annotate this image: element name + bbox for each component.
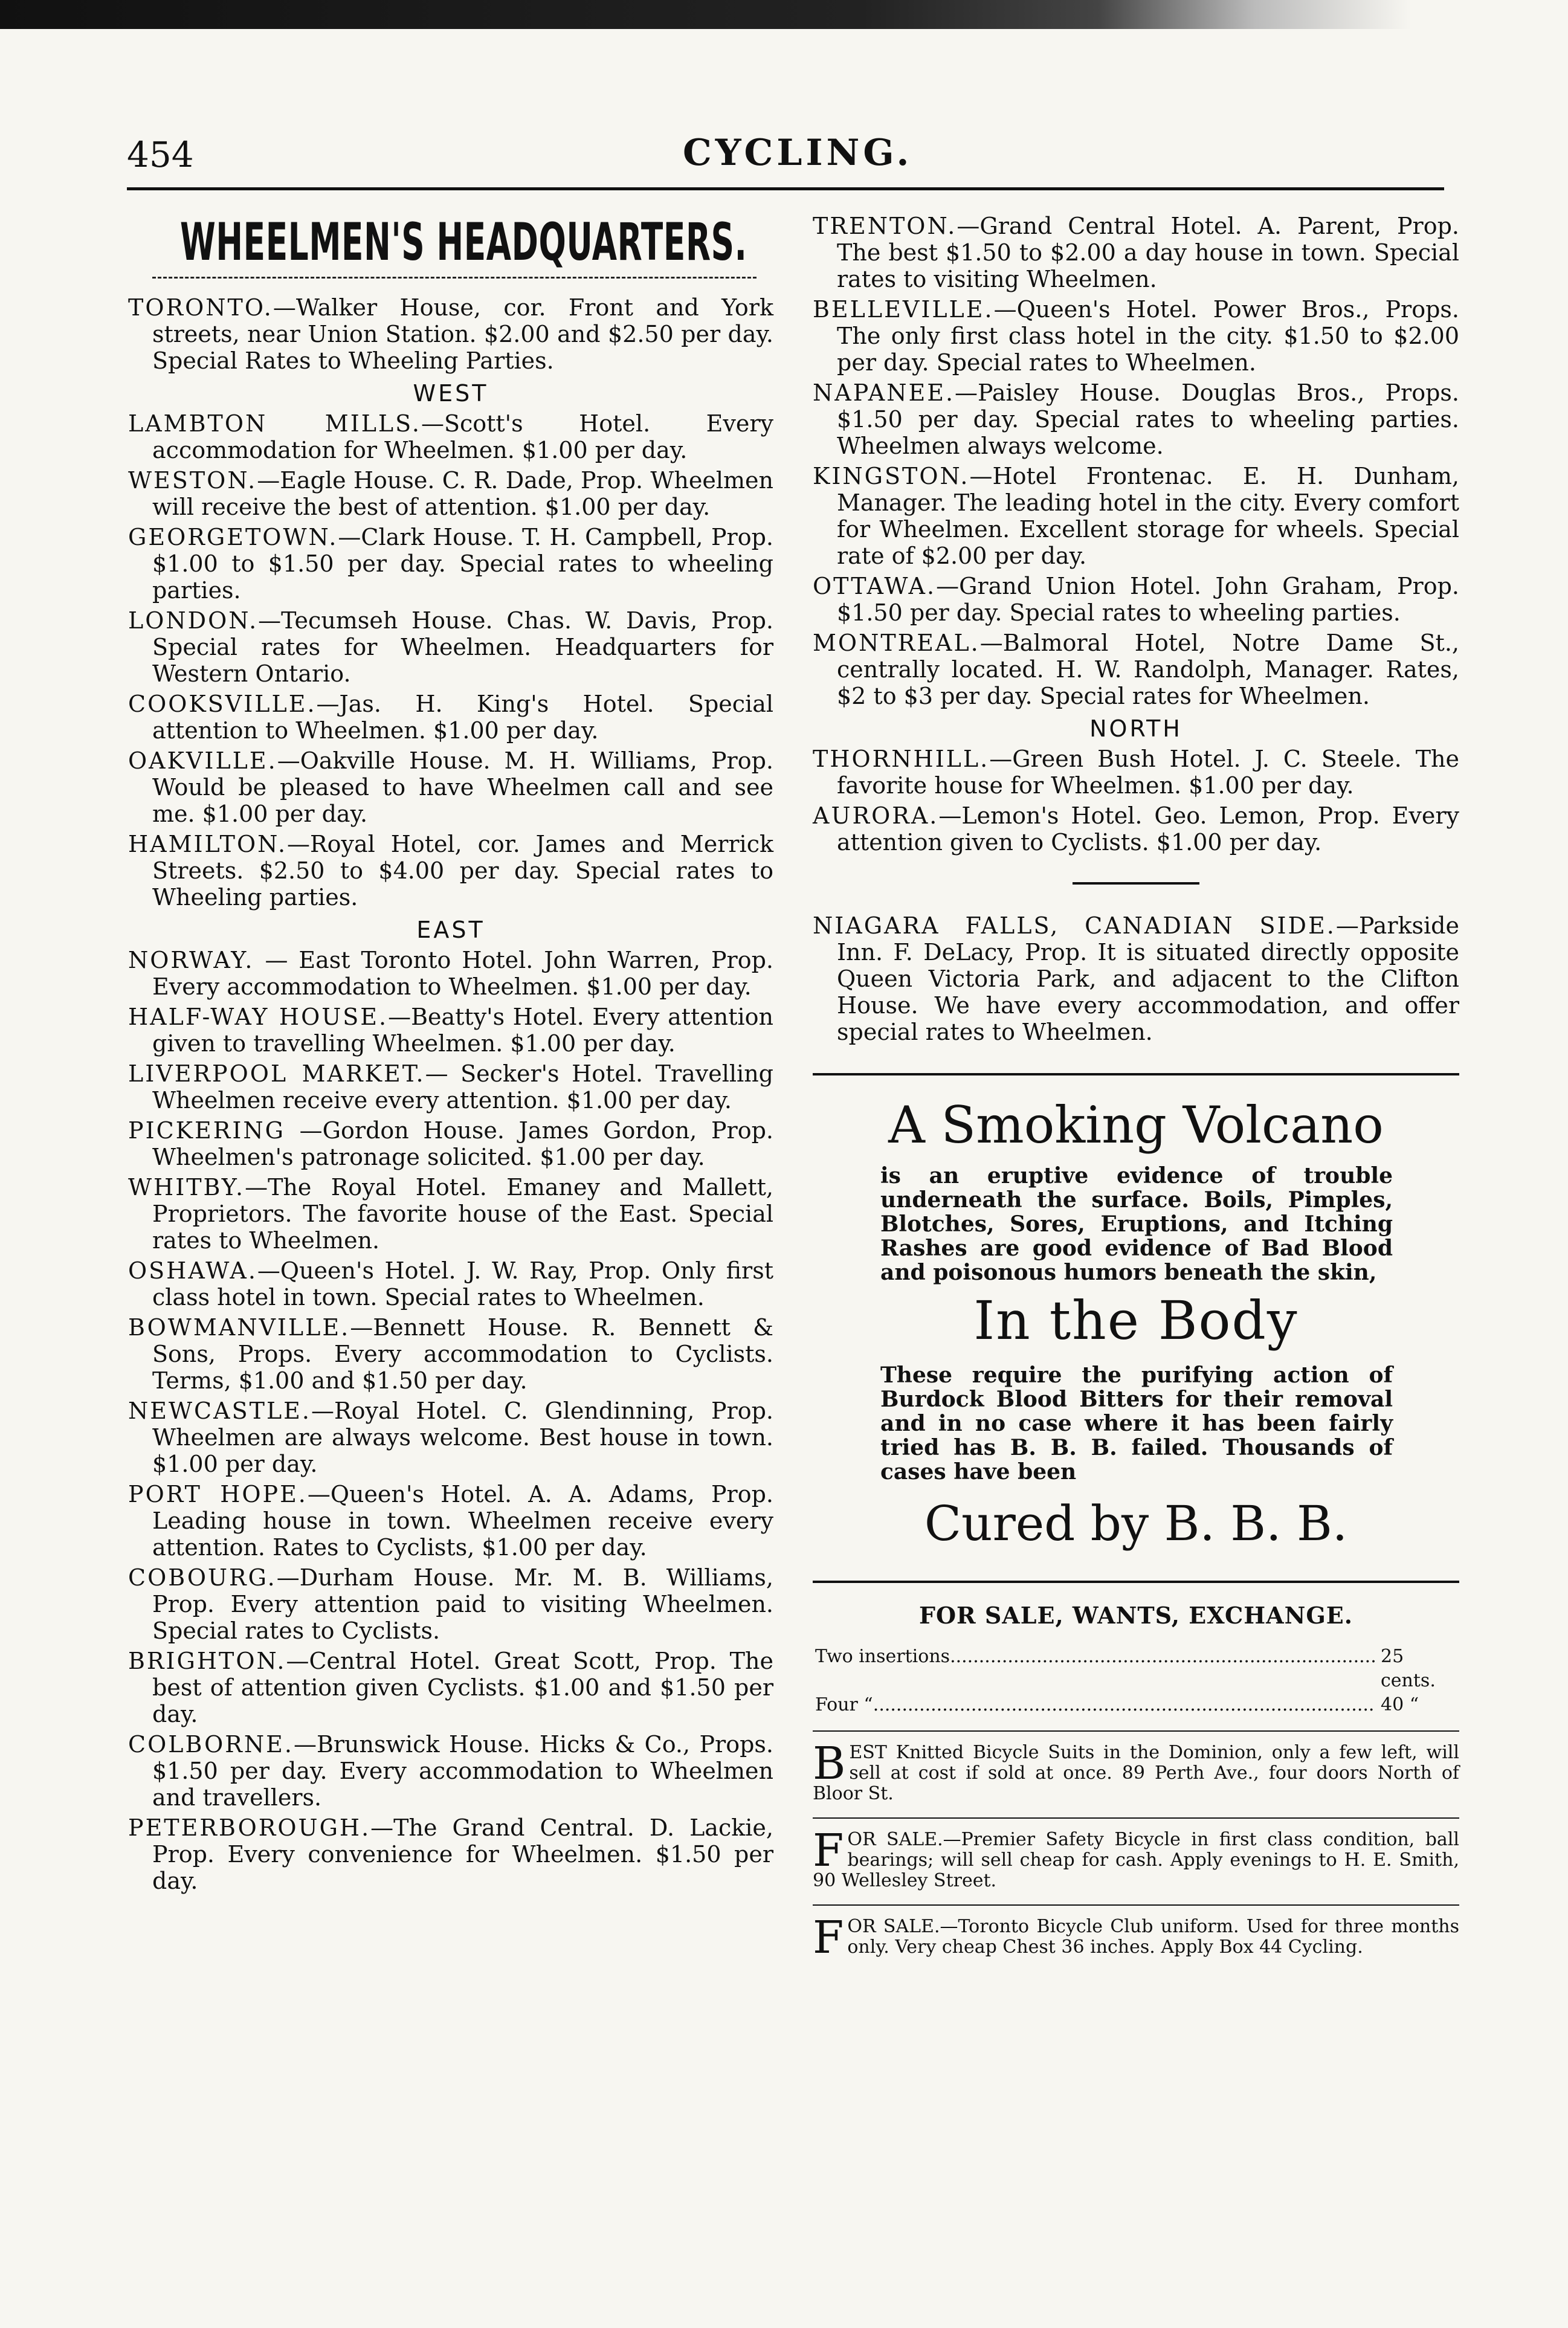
listing-entry <box>128 524 773 604</box>
left-column <box>128 213 773 1898</box>
listing-text: —Royal Hotel, cor. James and Merrick Streets. $2.50 to $4.00 per day. Special rates to Wheeling parties. <box>152 831 773 911</box>
advertisement <box>813 1095 1459 1553</box>
listing-place: HALF-WAY HOUSE. <box>128 1004 389 1030</box>
listing-place: OTTAWA. <box>813 573 937 599</box>
listing-place: LONDON. <box>128 607 259 634</box>
running-title: CYCLING. <box>683 132 913 174</box>
listing-text: —Walker House, cor. Front and York streets, near Union Station. $2.00 and $2.50 per day. Special Rates to Wheeling Parties. <box>152 294 773 374</box>
page-number: 454 <box>127 134 194 175</box>
header-rule <box>127 187 1444 190</box>
listing-text: —The Royal Hotel. Emaney and Mallett, Proprietors. The favorite house of the East. Special rates to Wheelmen. <box>152 1174 773 1254</box>
listing-text: —Central Hotel. Great Scott, Prop. The best of attention given Cyclists. $1.00 and $1.50 per day. <box>152 1648 773 1727</box>
listing-entry <box>813 463 1459 569</box>
listing-place: BELLEVILLE. <box>813 296 994 323</box>
listing-place: KINGSTON. <box>813 463 970 489</box>
right-column <box>813 213 1459 1964</box>
listing-entry <box>128 467 773 520</box>
listing-entry <box>128 1117 773 1170</box>
listing-text: —Queen's Hotel. A. A. Adams, Prop. Leading house in town. Wheelmen receive every attention. Rates to Cyclists, $1.00 per day. <box>152 1481 773 1561</box>
listing-text: —Jas. H. King's Hotel. Special attention to Wheelmen. $1.00 per day. <box>152 691 773 744</box>
listing-place: LAMBTON MILLS. <box>128 410 421 437</box>
listing-place: GEORGETOWN. <box>128 524 338 550</box>
rate-row <box>813 1645 1459 1693</box>
listing-text: —Oakville House. M. H. Williams, Prop. Would be pleased to have Wheelmen call and see me. $1.00 per day. <box>152 747 773 827</box>
listing-text: —Beatty's Hotel. Every attention given to travelling Wheelmen. $1.00 per day. <box>152 1004 773 1057</box>
listing-place: MONTREAL. <box>813 630 980 656</box>
scan-edge-band <box>0 0 1568 29</box>
section-divider <box>1073 882 1199 885</box>
listing-place: COOKSVILLE. <box>128 691 317 717</box>
listing-entry <box>128 1481 773 1561</box>
listing-text: —Durham House. Mr. M. B. Williams, Prop. Every attention paid to visiting Wheelmen. Special rates to Cyclists. <box>152 1564 773 1644</box>
listing-text: —Tecumseh House. Chas. W. Davis, Prop. Special rates for Wheelmen. Headquarters for Western Ontario. <box>152 607 773 687</box>
classified-divider <box>813 1817 1459 1819</box>
listing-place: NORWAY. <box>128 947 254 973</box>
listing-place: HAMILTON. <box>128 831 288 857</box>
listing-entry <box>813 802 1459 856</box>
listing-entry <box>128 1731 773 1811</box>
listing-text: —Gordon House. James Gordon, Prop. Wheelmen's patronage solicited. $1.00 per day. <box>152 1117 773 1170</box>
listing-place: THORNHILL. <box>813 746 990 772</box>
masthead-divider <box>152 277 757 279</box>
listing-entry <box>813 746 1459 799</box>
classifieds-title: FOR SALE, WANTS, EXCHANGE. <box>918 1602 1353 1629</box>
listing-place: AURORA. <box>813 802 939 829</box>
listing-place: COBOURG. <box>128 1564 277 1591</box>
listing-entry <box>128 410 773 463</box>
ad-subheadline: In the Body <box>973 1289 1299 1352</box>
listing-place: WHITBY. <box>128 1174 245 1201</box>
listing-text: —Hotel Frontenac. E. H. Dunham, Manager. The leading hotel in the city. Every comfort for Wheelmen. Excellent storage for wheels. Special rate of $2.00 per day. <box>837 463 1459 569</box>
listing-place: PICKERING <box>128 1117 286 1144</box>
north-listings <box>813 746 1459 856</box>
rate-unit: “ <box>1409 1694 1419 1715</box>
rate-value <box>1376 1645 1459 1693</box>
section-heading-west: WEST <box>413 380 489 407</box>
listing-text: —Queen's Hotel. Power Bros., Props. The only first class hotel in the city. $1.50 to $2.00 per day. Special rates to Wheelmen. <box>837 296 1459 376</box>
listing-entry <box>128 1314 773 1394</box>
listing-place: OSHAWA. <box>128 1257 257 1284</box>
listing-entry <box>813 630 1459 709</box>
listing-place: BOWMANVILLE. <box>128 1314 350 1341</box>
listing-entry <box>128 1060 773 1114</box>
listing-text: —Grand Central Hotel. A. Parent, Prop. The best $1.50 to $2.00 a day house in town. Special rates to visiting Wheelmen. <box>837 213 1459 292</box>
classified-item <box>813 1738 1459 1804</box>
ad-body: is an eruptive evidence of trouble underneath the surface. Boils, Pimples, Blotches, Sores, Eruptions, and Itching Rashes are good evidence of Bad Blood and poisonous humors beneath the skin, <box>880 1163 1393 1285</box>
listing-entry <box>128 1564 773 1644</box>
listing-text: —Parkside Inn. F. DeLacy, Prop. It is situated directly opposite Queen Victoria Park, and adjacent to the Clifton House. We have every accommodation, and offer special rates to Wheelmen. <box>837 912 1459 1045</box>
west-listings <box>128 410 773 911</box>
listing-text: —The Grand Central. D. Lackie, Prop. Every convenience for Wheelmen. $1.50 per day. <box>152 1814 773 1894</box>
section-heading-north: NORTH <box>1089 715 1182 742</box>
listing-place: PETERBOROUGH. <box>128 1814 371 1841</box>
rate-label: Two insertions <box>815 1646 950 1667</box>
section-heading-east: EAST <box>416 917 485 943</box>
rate-amount: 40 <box>1381 1694 1404 1715</box>
classified-item <box>813 1912 1459 1964</box>
listing-text: — Secker's Hotel. Travelling Wheelmen receive every attention. $1.00 per day. <box>152 1060 773 1114</box>
classified-divider <box>813 1904 1459 1906</box>
drop-cap: F <box>813 1912 844 1964</box>
listing-text: —Clark House. T. H. Campbell, Prop. $1.00 to $1.50 per day. Special rates to wheeling parties. <box>152 524 773 604</box>
listing-place: OAKVILLE. <box>128 747 277 774</box>
drop-cap: B <box>813 1738 846 1790</box>
listing-entry <box>813 379 1459 459</box>
ad-body: These require the purifying action of Burdock Blood Bitters for their removal and in no case where it has been fairly tried has B. B. B. failed. Thousands of cases have been <box>880 1362 1393 1485</box>
listing-text: —Paisley House. Douglas Bros., Props. $1.50 per day. Special rates to wheeling parties. Wheelmen always welcome. <box>837 379 1459 459</box>
leader-dots <box>873 1693 1376 1717</box>
listing-entry <box>813 573 1459 626</box>
rate-amount: 25 <box>1381 1646 1404 1667</box>
listing-text: —Eagle House. C. R. Dade, Prop. Wheelmen will receive the best of attention. $1.00 per day. <box>152 467 773 520</box>
drop-cap: F <box>813 1825 844 1877</box>
listing-entry <box>813 912 1459 1045</box>
classified-item <box>813 1825 1459 1891</box>
listing-place: PORT HOPE. <box>128 1481 308 1507</box>
rate-row <box>813 1693 1459 1717</box>
listing-text: —Balmoral Hotel, Notre Dame St., centrally located. H. W. Randolph, Manager. Rates, $2 to $3 per day. Special rates for Wheelmen. <box>837 630 1459 709</box>
classified-text: OR SALE.—Premier Safety Bicycle in first class condition, ball bearings; will sell cheap for cash. Apply evenings to H. E. Smith, 90 Wellesley Street. <box>813 1829 1459 1891</box>
listing-text: —Bennett House. R. Bennett & Sons, Props. Every accommodation to Cyclists. Terms, $1.00 and $1.50 per day. <box>152 1314 773 1394</box>
listing-place: TRENTON. <box>813 213 957 239</box>
listing-entry <box>128 947 773 1000</box>
listing-place: LIVERPOOL MARKET. <box>128 1060 425 1087</box>
classifieds-divider <box>813 1581 1459 1583</box>
classified-divider <box>813 1730 1459 1732</box>
listing-entry <box>128 607 773 687</box>
ad-divider <box>813 1073 1459 1075</box>
ad-headline: A Smoking Volcano <box>888 1095 1384 1155</box>
listing-place: TORONTO. <box>128 294 273 321</box>
east-listings-continued <box>813 213 1459 709</box>
listing-text: —Green Bush Hotel. J. C. Steele. The favorite house for Wheelmen. $1.00 per day. <box>837 746 1459 799</box>
listing-entry <box>128 294 773 374</box>
listing-entry <box>128 1004 773 1057</box>
ad-tagline: Cured by B. B. B. <box>924 1495 1348 1552</box>
rate-label: Four “ <box>815 1694 873 1715</box>
classified-text: EST Knitted Bicycle Suits in the Dominion, only a few left, will sell at cost if sold at once. 89 Perth Ave., four doors North of Bloor St. <box>813 1742 1459 1804</box>
masthead: WHEELMEN'S HEADQUARTERS. <box>180 212 747 272</box>
listing-entry <box>128 1174 773 1254</box>
listing-place: BRIGHTON. <box>128 1648 286 1674</box>
listing-text: —Lemon's Hotel. Geo. Lemon, Prop. Every attention given to Cyclists. $1.00 per day. <box>837 802 1459 856</box>
listing-place: NAPANEE. <box>813 379 955 406</box>
rate-unit: cents. <box>1381 1670 1436 1691</box>
listing-text: — East Toronto Hotel. John Warren, Prop. Every accommodation to Wheelmen. $1.00 per day. <box>152 947 773 1000</box>
listing-text: —Brunswick House. Hicks & Co., Props. $1.50 per day. Every accommodation to Wheelmen and travellers. <box>152 1731 773 1811</box>
listing-entry <box>128 1814 773 1894</box>
listing-text: —Queen's Hotel. J. W. Ray, Prop. Only first class hotel in town. Special rates to Wheelmen. <box>152 1257 773 1311</box>
listing-place: WESTON. <box>128 467 257 494</box>
rate-value <box>1376 1693 1459 1717</box>
listing-place: NIAGARA FALLS, CANADIAN SIDE. <box>813 912 1336 939</box>
listing-entry <box>128 691 773 744</box>
listing-place: COLBORNE. <box>128 1731 294 1758</box>
east-listings <box>128 947 773 1894</box>
classified-text: OR SALE.—Toronto Bicycle Club uniform. Used for three months only. Very cheap Chest 36 inches. Apply Box 44 Cycling. <box>847 1916 1459 1958</box>
listing-entry <box>128 831 773 911</box>
listing-entry <box>813 296 1459 376</box>
listing-text: —Grand Union Hotel. John Graham, Prop. $1.50 per day. Special rates to wheeling parties. <box>837 573 1459 626</box>
listing-entry <box>128 747 773 827</box>
leader-dots <box>950 1645 1376 1693</box>
listing-entry <box>813 213 1459 292</box>
listing-entry <box>128 1257 773 1311</box>
listing-place: NEWCASTLE. <box>128 1398 311 1424</box>
listing-text: —Royal Hotel. C. Glendinning, Prop. Wheelmen are always welcome. Best house in town. $1.00 per day. <box>152 1398 773 1477</box>
listing-text: —Scott's Hotel. Every accommodation for Wheelmen. $1.00 per day. <box>152 410 773 463</box>
listing-entry <box>128 1648 773 1727</box>
listing-entry <box>128 1398 773 1477</box>
